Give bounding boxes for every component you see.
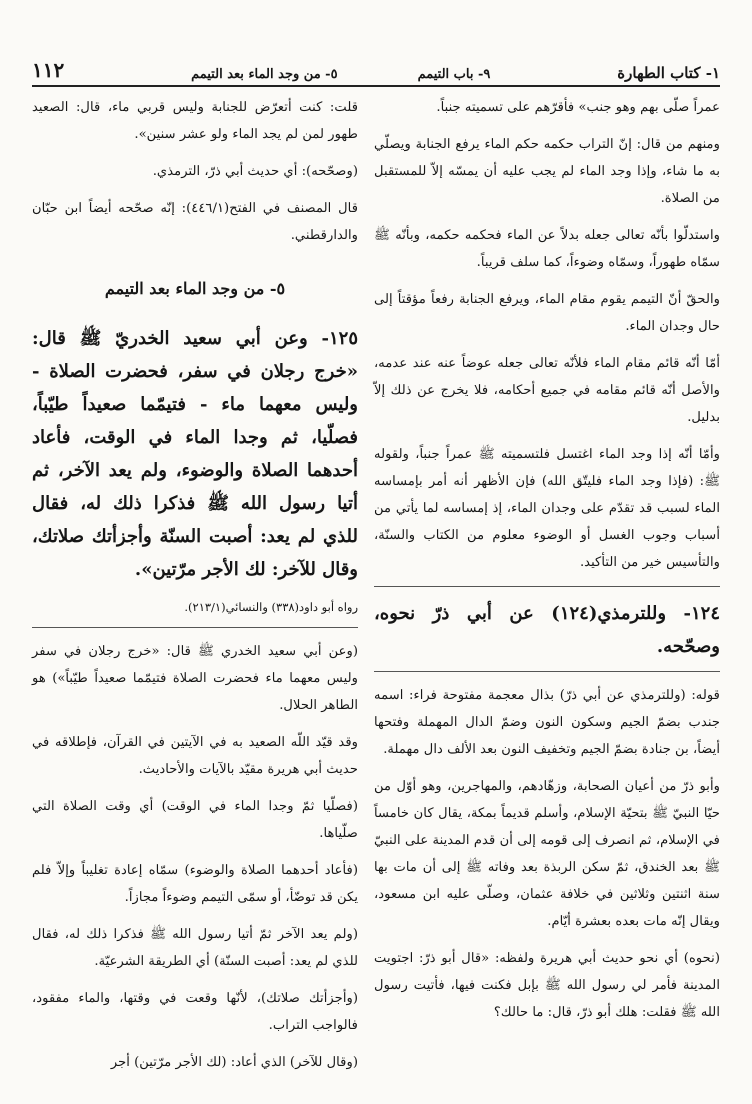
section-title: ٥- من وجد الماء بعد التيمم (104, 279, 286, 298)
page-number: ١١٢ (32, 58, 65, 82)
hadith-reference: رواه أبو داود(٣٣٨) والنسائي(٢١٣/١). (184, 600, 358, 614)
paragraph: ومنهم من قال: إنّ التراب حكمه حكم الماء يرفع الجنابة ويصلّي به ما شاء، وإذا وجد الماء لم يجب عليه أن يمسّه إلاّ للمستقبل من الصلاة. (374, 137, 720, 206)
paragraph: قوله: (وللترمذي عن أبي ذرّ) بذال معجمة مفتوحة فراء: اسمه جندب بضمّ الجيم وسكون النون وضمّ الدال المهملة وفتحها أيضاً، بن جنادة بضمّ الجيم وتخفيف النون بعد الألف دال مهملة. (374, 688, 720, 757)
paragraph: (فصلّيا ثمّ وجدا الماء في الوقت) أي وقت الصلاة التي صلّياها. (32, 799, 358, 841)
page-header (32, 52, 720, 87)
hadith-124: ١٢٤- وللترمذي(١٢٤) عن أبي ذرّ نحوه، وصحّحه. (374, 603, 720, 657)
right-column (374, 94, 720, 1036)
paragraph: قلت: كنت أتعرّض للجنابة وليس قربي ماء، قال: الصعيد طهور لمن لم يجد الماء ولو عشر سنين». (32, 100, 358, 142)
paragraph: (وصحّحه): أي حديث أبي ذرّ، الترمذي. (152, 164, 358, 179)
paragraph: وقد قيّد اللّه الصعيد به في الآيتين في القرآن، فإطلاقه في حديث أبي هريرة مقيّد بالآيات والأحاديث. (32, 735, 358, 777)
left-column (32, 94, 358, 1086)
paragraph: (وعن أبي سعيد الخدري ﷺ قال: «خرج رجلان في سفر وليس معهما ماء فحضرت الصلاة فتيمّما صعيداً طيّباً») هو الطاهر الحلال. (32, 644, 358, 713)
header-chapter-section (191, 67, 490, 82)
chapter-title: ٩- باب التيمم (417, 67, 491, 82)
paragraph: (وقال للآخر) الذي أعاد: (لك الأجر مرّتين) أجر (110, 1055, 358, 1070)
paragraph: وأبو ذرّ من أعيان الصحابة، وزهّادهم، والمهاجرين، وهو أوّل من حيّا النبيّ ﷺ بتحيّة الإسلام، وأسلم قديماً بمكة، يقال كان خامساً في الإسلام، ثم انصرف إلى قومه إلى أن قدم المدينة على النبيّ ﷺ بعد الخندق، ثمّ سكن الربذة بعد وفاته ﷺ إلى أن مات بها سنة اثنتين وثلاثين في خلافة عثمان، وصلّى عليه ابن مسعود، ويقال إنّه مات بعده بعشرة أيّام. (374, 779, 720, 929)
hadith-125: ١٢٥- وعن أبي سعيد الخدريّ ﷺ قال: «خرج رجلان في سفر، فحضرت الصلاة - وليس معهما ماء - فتيمّما صعيداً طيّباً، فصلّيا، ثم وجدا الماء في الوقت، فأعاد أحدهما الصلاة والوضوء، ولم يعد الآخر، ثم أتيا رسول الله ﷺ فذكرا ذلك له، فقال للذي لم يعد: أصبت السنّة وأجزأتك صلاتك، وقال للآخر: لك الأجر مرّتين». (32, 328, 358, 580)
divider (374, 671, 720, 672)
paragraph: أمّا أنّه قائم مقام الماء فلأنّه تعالى جعله عوضاً عنه عند عدمه، والأصل أنّه قائم مقامه في جميع أحكامه، فلا يخرج عن ذلك إلاّ بدليل. (374, 356, 720, 425)
divider (32, 627, 358, 628)
section-running-title: ٥- من وجد الماء بعد التيمم (191, 67, 338, 82)
paragraph: (ولم يعد الآخر ثمّ أتيا رسول الله ﷺ فذكرا ذلك له، فقال للذي لم يعد: أصبت السنّة) أي الطريقة الشرعيّة. (32, 927, 358, 969)
divider (374, 586, 720, 587)
paragraph: قال المصنف في الفتح(٤٤٦/١): إنّه صحّحه أيضاً ابن حبّان والدارقطني. (32, 201, 358, 243)
paragraph: عمراً صلّى بهم وهو جنب» فأقرّهم على تسميته جنباً. (436, 100, 720, 115)
paragraph: (فأعاد أحدهما الصلاة والوضوء) سمّاه إعادة تغليباً وإلاّ فلم يكن قد توضّأ، أو سمّى التيمم وضوءاً مجازاً. (32, 863, 358, 905)
paragraph: (نحوه) أي نحو حديث أبي هريرة ولفظه: «قال أبو ذرّ: اجتويت المدينة فأمر لي رسول الله ﷺ بإبل فكنت فيها، فأتيت رسول الله ﷺ فقلت: هلك أبو ذرّ، قال: ما حالك؟ (374, 951, 720, 1020)
book-title: ١- كتاب الطهارة (617, 64, 720, 82)
paragraph: وأمّا أنّه إذا وجد الماء اغتسل فلتسميته ﷺ عمراً جنباً، ولقوله ﷺ: (فإذا وجد الماء فليتّق الله) فإن الأظهر أنه أمر بإمساسه الماء لسبب قد تقدّم على وجدان الماء، إذ إمساسه لما يأتي من أسباب وجوب الغسل أو الوضوء معلوم من الكتاب والسنّة، والتأسيس خير من التأكيد. (374, 447, 720, 570)
paragraph: والحقّ أنّ التيمم يقوم مقام الماء، ويرفع الجنابة رفعاً مؤقتاً إلى حال وجدان الماء. (374, 292, 720, 334)
paragraph: (وأجزأتك صلاتك)، لأنّها وقعت في وقتها، والماء مفقود، فالواجب التراب. (32, 991, 358, 1033)
paragraph: واستدلّوا بأنّه تعالى جعله بدلاً عن الماء فحكمه حكمه، وبأنّه ﷺ سمّاه طهوراً، وسمّاه وضوءاً، كما سلف قريباً. (374, 228, 720, 270)
